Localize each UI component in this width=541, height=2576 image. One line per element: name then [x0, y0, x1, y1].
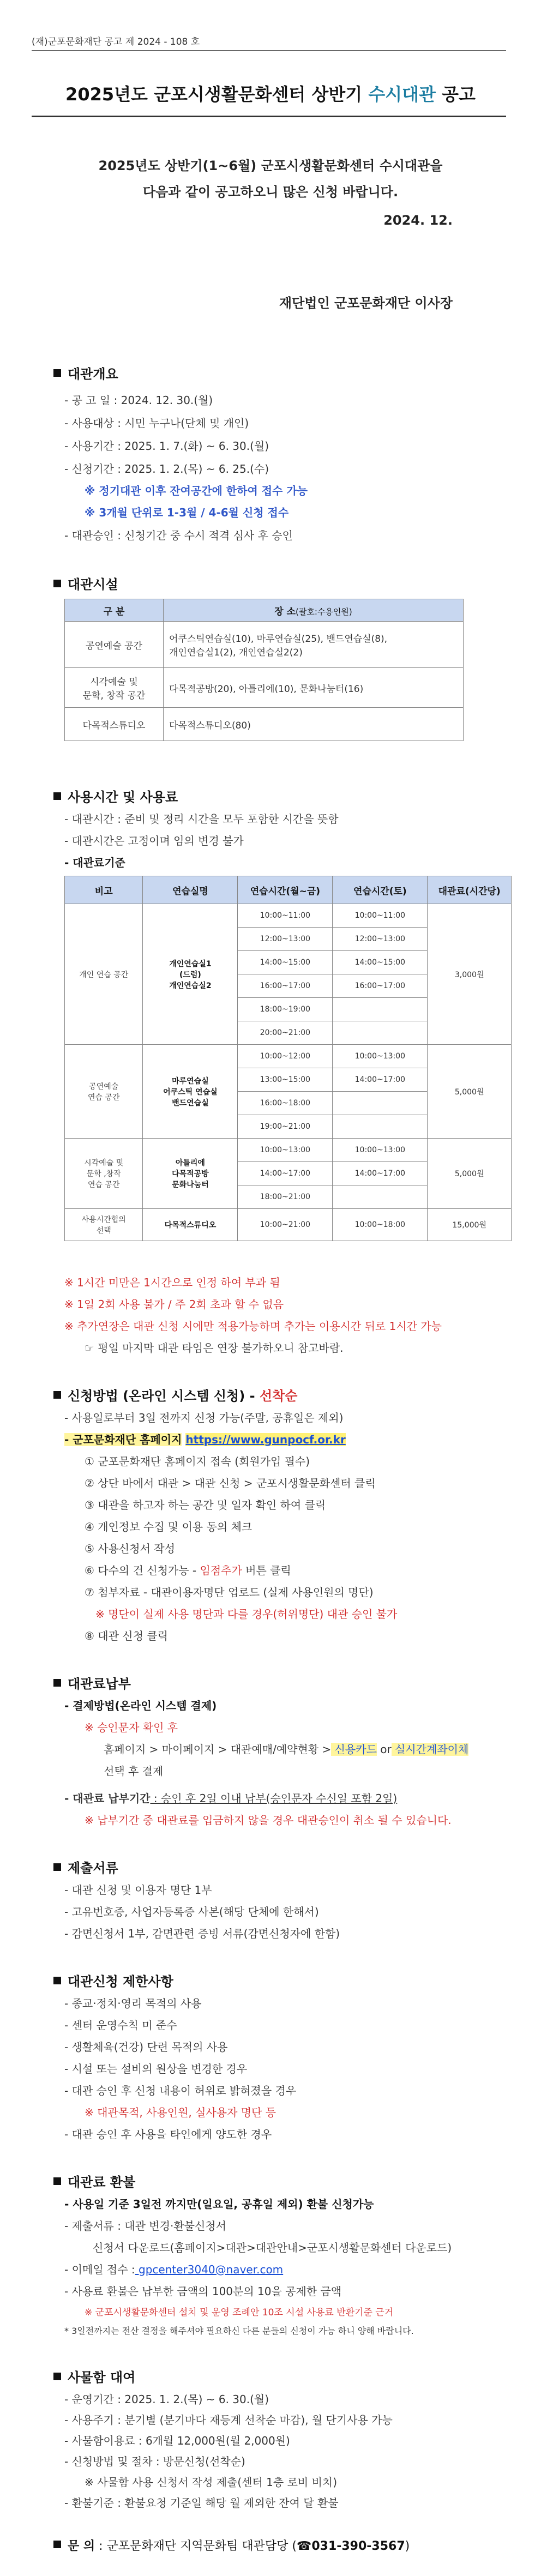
info-line: - 이메일 접수 : gpcenter3040@naver.com — [64, 2263, 284, 2276]
info-line: - 사용일 기준 3일전 까지만(일요일, 공휴일 제외) 환불 신청가능 — [64, 2198, 374, 2211]
info-line: - 대관시간은 고정이며 임의 변경 불가 — [64, 834, 244, 847]
info-line: - 공 고 일 : 2024. 12. 30.(월) — [64, 394, 213, 407]
info-line: - 운영기간 : 2025. 1. 2.(목) ~ 6. 30.(월) — [64, 2393, 269, 2406]
note-line: ※ 군포시생활문화센터 설치 및 운영 조례안 10조 시설 사용료 반환기준 근거 — [85, 2307, 394, 2318]
table-header: 연습실명 — [143, 876, 238, 904]
step-line: ③ 대관을 하고자 하는 공간 및 일자 확인 하여 클릭 — [85, 1498, 326, 1512]
section-title: 신청방법 (온라인 시스템 신청) - 선착순 — [53, 1385, 297, 1404]
info-line: - 신청기간 : 2025. 1. 2.(목) ~ 6. 25.(수) — [64, 462, 269, 476]
table-row: 시각예술 및 문학 ,창작 연습 공간 아틀리에 다목적공방 문화나눔터 10:00~13:00 10:00~13:00 5,000원 — [65, 1139, 512, 1162]
info-line: - 결제방법(온라인 시스템 결제) — [64, 1699, 217, 1712]
section-title: 대관료 환불 — [53, 2171, 135, 2190]
info-line: 신청서 다운로드(홈페이지>대관>대관안내>군포시생활문화센터 다운로드) — [93, 2241, 452, 2254]
info-line: - 사용일로부터 3일 전까지 신청 가능(주말, 공휴일은 제외) — [64, 1411, 344, 1424]
note-line: ※ 추가연장은 대관 신청 시에만 적용가능하며 추가는 이용시간 뒤로 1시간 가능 — [64, 1320, 442, 1333]
step-line: ① 군포문화재단 홈페이지 접속 (회원가입 필수) — [85, 1455, 310, 1468]
table-row: 공연예술 연습 공간 마루연습실 어쿠스틱 연습실 밴드연습실 10:00~12:00 10:00~13:00 5,000원 — [65, 1045, 512, 1068]
table-header: 구 분 — [65, 599, 164, 622]
note-line: ※ 명단이 실제 사용 명단과 다를 경우(허위명단) 대관 승인 불가 — [95, 1608, 398, 1621]
section-title: 대관신청 제한사항 — [53, 1971, 173, 1990]
info-line: - 환불기준 : 환불요청 기준일 해당 월 제외한 잔여 달 환불 — [64, 2496, 339, 2509]
note-line: * 3일전까지는 전산 결정을 해주셔야 필요하신 다른 분들의 신청이 가능 하니 양해 바랍니다. — [64, 2326, 414, 2336]
info-line: - 신청방법 및 절차 : 방문신청(선착순) — [64, 2455, 245, 2468]
table-header: 비고 — [65, 876, 143, 904]
note-line: ※ 정기대관 이후 잔여공간에 한하여 접수 가능 — [85, 484, 308, 497]
note-line: ※ 승인문자 확인 후 — [85, 1721, 178, 1734]
intro-text: 2025년도 상반기(1~6월) 군포시생활문화센터 수시대관을 다음과 같이 공고하오니 많은 신청 바랍니다. — [98, 158, 443, 200]
section-title: 대관료납부 — [53, 1673, 131, 1692]
table-row: 개인 연습 공간 개인연습실1 (드럼) 개인연습실2 10:00~11:00 10:00~11:00 3,000원 — [65, 904, 512, 928]
step-line: ⑦ 첨부자료 - 대관이용자명단 업로드 (실제 사용인원의 명단) — [85, 1586, 374, 1599]
table-row: 19:00~21:00 — [65, 1115, 512, 1139]
note-line: ※ 1일 2회 사용 불가 / 주 2회 초과 할 수 없음 — [64, 1298, 284, 1311]
step-line: ⑧ 대관 신청 클릭 — [85, 1629, 168, 1642]
section-title: 사용시간 및 사용료 — [53, 786, 178, 805]
note-line: ※ 3개월 단위로 1-3월 / 4-6월 신청 접수 — [85, 506, 289, 519]
step-line: ⑥ 다수의 건 신청가능 - 임점추가 버튼 클릭 — [85, 1564, 291, 1577]
divider — [32, 50, 506, 51]
info-line: - 대관 승인 후 신청 내용이 허위로 밝혀졌을 경우 — [64, 2084, 297, 2097]
fee-table — [64, 876, 512, 1241]
info-line: - 시설 또는 설비의 원상을 변경한 경우 — [64, 2062, 248, 2075]
table-row: 18:00~21:00 — [65, 1185, 512, 1209]
info-line: - 제출서류 : 대관 변경·환불신청서 — [64, 2219, 226, 2232]
table-row: 14:00~15:00 14:00~15:00 — [65, 951, 512, 974]
table-row: 시각예술 및 문학, 창작 공간 다목적공방(20), 아틀리에(10), 문화나눔터(16) — [65, 668, 464, 708]
table-row: 14:00~17:00 14:00~17:00 — [65, 1162, 512, 1185]
section-title: 제출서류 — [53, 1857, 118, 1876]
info-line: - 감면신청서 1부, 감면관련 증빙 서류(감면신청자에 한함) — [64, 1927, 340, 1940]
note-line: ※ 납부기간 중 대관료를 입금하지 않을 경우 대관승인이 취소 될 수 있습니다. — [85, 1814, 452, 1827]
table-row: 16:00~18:00 — [65, 1092, 512, 1115]
info-line: - 사물함이용료 : 6개월 12,000원(월 2,000원) — [64, 2434, 290, 2447]
note-line: ※ 1시간 미만은 1시간으로 인정 하여 부과 됨 — [64, 1276, 280, 1289]
facility-table — [64, 599, 464, 741]
info-line: - 대관 신청 및 이용자 명단 1부 — [64, 1883, 212, 1897]
info-line: - 대관 승인 후 사용을 타인에게 양도한 경우 — [64, 2128, 272, 2141]
info-line: - 생활체육(건강) 단련 목적의 사용 — [64, 2041, 228, 2054]
note-line: ☞ 평일 마지막 대관 타임은 연장 불가하오니 참고바람. — [85, 1341, 344, 1355]
info-line: - 사용료 환불은 납부한 금액의 100분의 10을 공제한 금액 — [64, 2285, 342, 2298]
info-line: 선택 후 결제 — [104, 1765, 164, 1778]
table-row: 12:00~13:00 12:00~13:00 — [65, 928, 512, 951]
note-line: ※ 대관목적, 사용인원, 실사용자 명단 등 — [85, 2106, 276, 2119]
section-title: 대관개요 — [53, 363, 118, 382]
divider — [32, 116, 506, 117]
issuer: 재단법인 군포문화재단 이사장 — [279, 296, 453, 311]
table-header: 대관료(시간당) — [428, 876, 512, 904]
table-header: 연습시간(토) — [333, 876, 428, 904]
table-row: 사용시간협의 선택 다목적스튜디오 10:00~21:00 10:00~18:00 15,000원 — [65, 1209, 512, 1241]
contact-line: 문 의 : 군포문화재단 지역문화팀 대관담당 (☎031-390-3567) — [53, 2537, 410, 2554]
info-line: - 대관시간 : 준비 및 정리 시간을 모두 포함한 시간을 뜻함 — [64, 812, 339, 826]
info-line: - 고유번호증, 사업자등록증 사본(해당 단체에 한해서) — [64, 1905, 319, 1918]
table-row: 18:00~19:00 — [65, 998, 512, 1021]
phone-icon: ☎031-390-3567 — [296, 2539, 405, 2553]
info-line: - 센터 운영수칙 미 준수 — [64, 2019, 177, 2032]
note-line: ※ 사물함 사용 신청서 작성 제출(센터 1층 로비 비치) — [85, 2476, 338, 2489]
info-line: - 대관료 납부기간 : 승인 후 2일 이내 납부(승인문자 수신일 포함 2일) — [64, 1792, 398, 1805]
info-line: - 대관승인 : 신청기간 중 수시 적격 심사 후 승인 — [64, 529, 293, 542]
notice-number: (재)군포문화재단 공고 제 2024 - 108 호 — [32, 37, 200, 47]
info-line: - 사용기간 : 2025. 1. 7.(화) ~ 6. 30.(월) — [64, 440, 269, 453]
table-row: 13:00~15:00 14:00~17:00 — [65, 1068, 512, 1092]
info-line: 홈페이지 > 마이페이지 > 대관예매/예약현황 > 신용카드 or 실시간계좌이체 — [104, 1743, 469, 1756]
table-row: 16:00~17:00 16:00~17:00 — [65, 974, 512, 998]
homepage-link[interactable]: https://www.gunpocf.or.kr — [185, 1433, 346, 1446]
table-header: 연습시간(월~금) — [238, 876, 333, 904]
page-title: 2025년도 군포시생활문화센터 상반기 수시대관 공고 — [65, 84, 476, 105]
table-row: 공연예술 공간 어쿠스틱연습실(10), 마루연습실(25), 밴드연습실(8), 개인연습실1(2), 개인연습실2(2) — [65, 622, 464, 668]
table-header: 장 소(괄호:수용인원) — [164, 599, 464, 622]
step-line: ④ 개인정보 수집 및 이용 동의 체크 — [85, 1520, 253, 1533]
step-line: ⑤ 사용신청서 작성 — [85, 1542, 175, 1555]
table-row: 20:00~21:00 — [65, 1021, 512, 1045]
step-line: ② 상단 바에서 대관 > 대관 신청 > 군포시생활문화센터 클릭 — [85, 1477, 376, 1490]
section-title: 사물함 대여 — [53, 2367, 135, 2386]
section-title: 대관시설 — [53, 574, 118, 593]
info-line: - 종교·정치·영리 목적의 사용 — [64, 1997, 202, 2010]
table-row: 다목적스튜디오 다목적스튜디오(80) — [65, 708, 464, 741]
info-line: - 대관료기준 — [64, 856, 125, 869]
info-line: - 군포문화재단 홈페이지 https://www.gunpocf.or.kr — [64, 1433, 346, 1446]
email-link[interactable]: gpcenter3040@naver.com — [135, 2263, 284, 2276]
info-line: - 사용주기 : 분기별 (분기마다 재등계 선착순 마감), 월 단기사용 가능 — [64, 2414, 393, 2427]
info-line: - 사용대상 : 시민 누구나(단체 및 개인) — [64, 417, 249, 430]
announcement-date: 2024. 12. — [383, 213, 453, 228]
